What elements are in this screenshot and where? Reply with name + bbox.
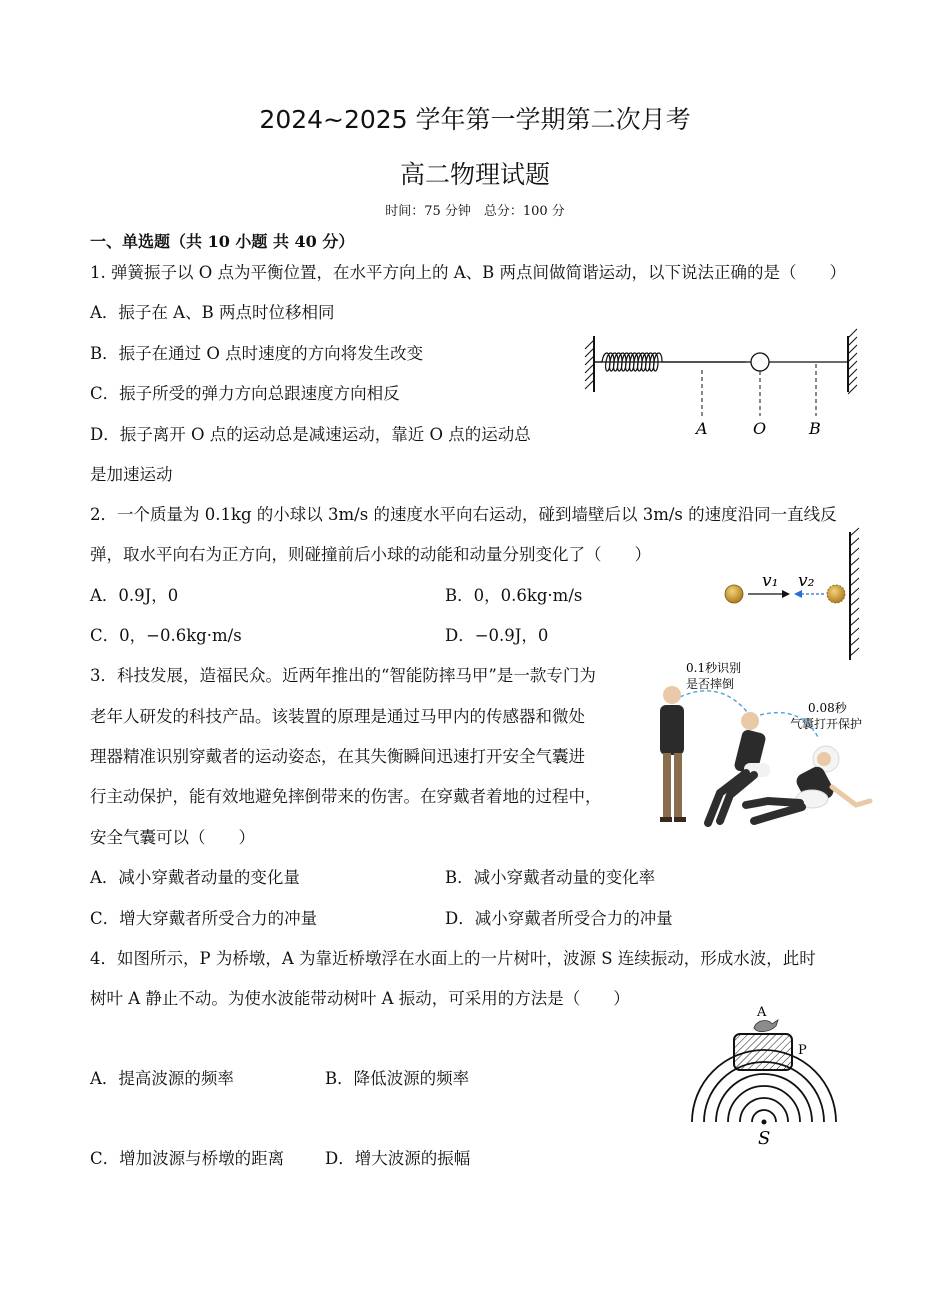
q3-option-a: A．减小穿戴者动量的变化量 (90, 868, 300, 887)
q4-option-d: D．增大波源的振幅 (325, 1149, 471, 1168)
q3-line4: 行主动保护，能有效地避免摔倒带来的伤害。在穿戴者着地的过程中， (90, 787, 602, 806)
q3-line5: 安全气囊可以（ ） (90, 828, 255, 847)
caption-airbag-line2: 气囊打开保护 (790, 717, 863, 731)
exam-subtitle: 高二物理试题 (399, 160, 550, 189)
wall-hatching (850, 528, 859, 656)
caption-detect-line2: 是否摔倒 (686, 677, 735, 691)
ball-after (827, 585, 845, 603)
caption-detect-line1: 0.1秒识别 (686, 661, 742, 675)
fall-protection-vest-figure (650, 655, 875, 835)
spring-oscillator-figure (578, 330, 868, 442)
q1-option-a: A．振子在 A、B 两点时位移相同 (90, 303, 335, 322)
q4-option-c: C．增加波源与桥墩的距离 (90, 1149, 285, 1168)
label-o: O (753, 419, 767, 438)
q3-option-c: C．增大穿戴者所受合力的冲量 (90, 909, 318, 928)
exam-info: 时间：75 分钟 总分：100 分 (385, 204, 565, 219)
q3-line2: 老年人研发的科技产品。该装置的原理是通过马甲内的传感器和微处 (90, 707, 585, 726)
v1-arrowhead (782, 590, 790, 598)
left-wall (585, 336, 594, 392)
q2-option-a: A．0.9J，0 (90, 586, 179, 605)
q2-stem-line2: 弹，取水平向右为正方向，则碰撞前后小球的动能和动量分别变化了（ ） (90, 545, 651, 564)
q4-option-b: B．降低波源的频率 (325, 1069, 470, 1088)
q4-option-a: A．提高波源的频率 (90, 1069, 234, 1088)
label-b: B (809, 419, 821, 438)
q1-option-d-line1: D．振子离开 O 点的运动总是减速运动，靠近 O 点的运动总 (90, 425, 531, 444)
section-heading: 一、单选题（共 10 小题 共 40 分） (90, 232, 355, 251)
q1-option-b: B．振子在通过 O 点时速度的方向将发生改变 (90, 344, 424, 363)
v2-arrowhead (794, 590, 802, 598)
wave-source-dot (762, 1120, 767, 1125)
q4-stem-line1: 4．如图所示，P 为桥墩，A 为靠近桥墩浮在水面上的一片树叶，波源 S 连续振动，形成水波，此时 (90, 949, 816, 968)
q1-option-c: C．振子所受的弹力方向总跟速度方向相反 (90, 384, 400, 403)
ball-before (725, 585, 743, 603)
water-wave-figure (688, 1002, 848, 1152)
q3-option-b: B．减小穿戴者动量的变化率 (445, 868, 656, 887)
exam-title: 2024~2025 学年第一学期第二次月考 (259, 105, 691, 134)
oscillator-ball (751, 353, 769, 371)
q2-option-d: D．−0.9J，0 (445, 626, 549, 645)
trajectory-arrow-1 (680, 691, 748, 713)
q4-stem-line2: 树叶 A 静止不动。为使水波能带动树叶 A 振动，可采用的方法是（ ） (90, 989, 630, 1008)
fallen-person-with-airbag (746, 746, 870, 821)
ball-wall-figure (716, 528, 866, 663)
q2-option-b: B．0，0.6kg·m/s (445, 586, 583, 605)
right-wall (848, 329, 857, 394)
caption-airbag-line1: 0.08秒 (808, 701, 847, 715)
label-a: A (696, 419, 708, 438)
label-leaf-a: A (757, 1005, 767, 1020)
q1-option-d-line2: 是加速运动 (90, 465, 173, 484)
q2-stem-line1: 2．一个质量为 0.1kg 的小球以 3m/s 的速度水平向右运动，碰到墙壁后以 3m/s 的速度沿同一直线反 (90, 505, 837, 524)
q3-option-d: D．减小穿戴者所受合力的冲量 (445, 909, 673, 928)
v1-label: v₁ (762, 571, 779, 591)
label-pier-p: P (798, 1043, 807, 1058)
q1-stem: 1. 弹簧振子以 O 点为平衡位置，在水平方向上的 A、B 两点间做简谐运动，以下说法正确的是（ ） (90, 263, 847, 282)
v2-label: v₂ (798, 571, 815, 591)
leaf-icon (754, 1020, 778, 1032)
q3-line3: 理器精准识别穿戴者的运动姿态，在其失衡瞬间迅速打开安全气囊进 (90, 747, 585, 766)
standing-person (660, 686, 686, 822)
q3-line1: 3．科技发展，造福民众。近两年推出的“智能防摔马甲”是一款专门为 (90, 666, 596, 685)
label-source-s: S (758, 1128, 771, 1149)
q2-option-c: C．0，−0.6kg·m/s (90, 626, 242, 645)
